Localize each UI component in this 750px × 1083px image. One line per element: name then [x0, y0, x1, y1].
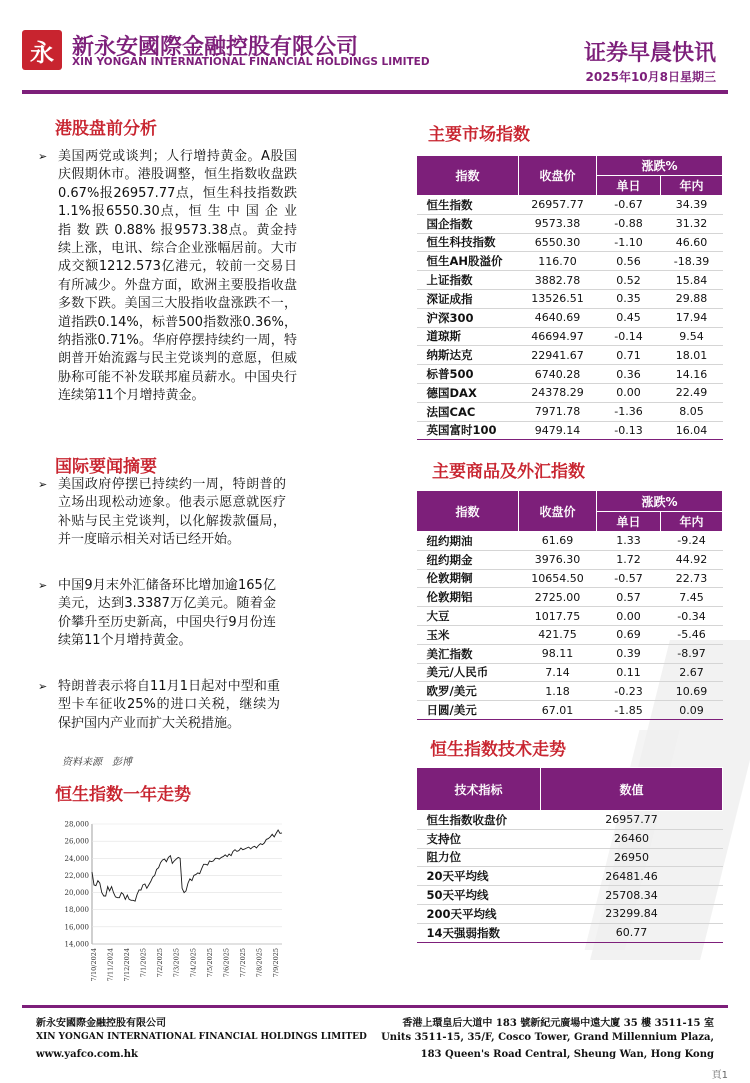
footer-address-cn: 香港上環皇后大道中 183 號新紀元廣場中遠大廈 35 樓 3511-15 室 — [402, 1018, 714, 1029]
row-label: 上证指数 — [417, 271, 519, 290]
intl-bullet-1: ➢ 美国政府停摆已持续约一周，特朗普的立场出现松动迹象。他表示愿意就医疗补贴与民主党谈判，以化解拨款僵局，并一度暗示相关对话已经开始。 — [38, 477, 286, 548]
cell-value: -0.14 — [597, 327, 661, 346]
markets-section-title: 主要市场指数 — [428, 125, 530, 145]
header-divider — [22, 90, 728, 94]
table-row — [417, 327, 723, 346]
row-label: 恒生AH股溢价 — [417, 252, 519, 271]
y-tick-label: 24,000 — [64, 854, 89, 863]
table-row — [417, 867, 723, 886]
cell-value: 34.39 — [661, 196, 723, 215]
row-label: 伦敦期铜 — [417, 569, 519, 588]
cell-value: 26481.46 — [541, 867, 723, 886]
table-row — [417, 644, 723, 663]
page-number: 頁1 — [711, 1070, 728, 1081]
cell-value: 25708.34 — [541, 886, 723, 905]
hk-section-title: 港股盘前分析 — [55, 119, 157, 139]
cell-value: 0.36 — [597, 365, 661, 384]
x-tick-label: 7/12/2024 — [123, 948, 132, 982]
cell-value: 4640.69 — [519, 308, 597, 327]
footer-address-en-2: 183 Queen's Road Central, Sheung Wan, Hong Kong — [420, 1049, 714, 1060]
row-label: 道琼斯 — [417, 327, 519, 346]
source-note: 资料来源 彭博 — [62, 757, 132, 768]
col-header-change: 涨跌% — [597, 156, 723, 176]
cell-value: 0.00 — [597, 383, 661, 402]
cell-value: 0.57 — [597, 588, 661, 607]
cell-value: 23299.84 — [541, 904, 723, 923]
table-row — [417, 625, 723, 644]
table-row — [417, 886, 723, 905]
row-label: 伦敦期铝 — [417, 588, 519, 607]
x-tick-label: 7/11/2024 — [106, 948, 115, 982]
cell-value: 0.71 — [597, 346, 661, 365]
commod-table — [416, 490, 723, 720]
row-label: 阻力位 — [417, 848, 541, 867]
cell-value: 116.70 — [519, 252, 597, 271]
footer-company-cn: 新永安國際金融控股有限公司 — [36, 1018, 166, 1029]
cell-value: 26950 — [541, 848, 723, 867]
cell-value: -1.36 — [597, 402, 661, 421]
cell-value: -0.88 — [597, 214, 661, 233]
report-date: 2025年10月8日星期三 — [585, 70, 716, 84]
cell-value: 1.33 — [597, 532, 661, 551]
row-label: 国企指数 — [417, 214, 519, 233]
cell-value: 7971.78 — [519, 402, 597, 421]
cell-value: -0.67 — [597, 196, 661, 215]
x-tick-label: 7/10/2024 — [90, 948, 98, 982]
cell-value: 10.69 — [661, 682, 723, 701]
cell-value: 26957.77 — [519, 196, 597, 215]
cell-value: 18.01 — [661, 346, 723, 365]
table-row — [417, 569, 723, 588]
tech-table — [416, 767, 723, 943]
cell-value: 22.49 — [661, 383, 723, 402]
table-row — [417, 289, 723, 308]
col-header-change: 涨跌% — [597, 491, 723, 512]
cell-value: 1.18 — [519, 682, 597, 701]
row-label: 深证成指 — [417, 289, 519, 308]
cell-value: 0.09 — [661, 701, 723, 720]
table-row — [417, 904, 723, 923]
table-row — [417, 383, 723, 402]
cell-value: 22.73 — [661, 569, 723, 588]
row-label: 德国DAX — [417, 383, 519, 402]
table-row — [417, 811, 723, 830]
cell-value: 98.11 — [519, 644, 597, 663]
x-tick-label: 7/5/2025 — [205, 948, 214, 978]
cell-value: 0.00 — [597, 607, 661, 626]
intl-bullet-2: ➢ 中国9月末外汇储备环比增加逾165亿美元，达到3.3387万亿美元。随着金价攀升至历史新高，中国央行9月份连续第11个月增持黄金。 — [38, 578, 276, 649]
row-label: 法国CAC — [417, 402, 519, 421]
intl-bullet-3: ➢ 特朗普表示将自11月1日起对中型和重型卡车征收25%的进口关税，继续为保护国内产业而扩大关税措施。 — [38, 679, 280, 731]
cell-value: 8.05 — [661, 402, 723, 421]
row-label: 200天平均线 — [417, 904, 541, 923]
table-row — [417, 252, 723, 271]
col-header-day: 单日 — [597, 176, 661, 196]
y-tick-label: 18,000 — [64, 906, 89, 915]
cell-value: 2.67 — [661, 663, 723, 682]
tech-section-title: 恒生指数技术走势 — [430, 740, 566, 760]
table-row — [417, 421, 723, 440]
cell-value: 3882.78 — [519, 271, 597, 290]
intl-section-title: 国际要闻摘要 — [55, 457, 157, 477]
company-logo-icon: 永 — [22, 30, 62, 70]
row-label: 玉米 — [417, 625, 519, 644]
cell-value: 60.77 — [541, 923, 723, 942]
row-label: 50天平均线 — [417, 886, 541, 905]
row-label: 恒生指数收盘价 — [417, 811, 541, 830]
cell-value: 0.11 — [597, 663, 661, 682]
row-label: 恒生科技指数 — [417, 233, 519, 252]
cell-value: 46.60 — [661, 233, 723, 252]
y-tick-label: 28,000 — [64, 820, 89, 829]
table-row — [417, 402, 723, 421]
cell-value: 24378.29 — [519, 383, 597, 402]
x-tick-label: 7/8/2025 — [255, 948, 264, 978]
footer-divider — [22, 1005, 728, 1008]
cell-value: 0.45 — [597, 308, 661, 327]
x-tick-label: 7/7/2025 — [238, 948, 247, 978]
cell-value: -0.34 — [661, 607, 723, 626]
row-label: 支持位 — [417, 829, 541, 848]
cell-value: 7.14 — [519, 663, 597, 682]
row-label: 纳斯达克 — [417, 346, 519, 365]
col-header-name: 指数 — [417, 156, 519, 196]
table-row — [417, 271, 723, 290]
cell-value: 26957.77 — [541, 811, 723, 830]
commod-section-title: 主要商品及外汇指数 — [432, 462, 585, 482]
table-row — [417, 550, 723, 569]
y-tick-label: 16,000 — [64, 923, 89, 932]
cell-value: -0.57 — [597, 569, 661, 588]
cell-value: 26460 — [541, 829, 723, 848]
table-row — [417, 588, 723, 607]
col-header-close: 收盘价 — [519, 491, 597, 532]
y-tick-label: 26,000 — [64, 837, 89, 846]
cell-value: -5.46 — [661, 625, 723, 644]
table-row — [417, 346, 723, 365]
col-header-day: 单日 — [597, 512, 661, 532]
table-row — [417, 607, 723, 626]
cell-value: -18.39 — [661, 252, 723, 271]
table-row — [417, 532, 723, 551]
table-row — [417, 196, 723, 215]
row-label: 美元/人民币 — [417, 663, 519, 682]
cell-value: 1017.75 — [519, 607, 597, 626]
table-row — [417, 682, 723, 701]
cell-value: 7.45 — [661, 588, 723, 607]
cell-value: 15.84 — [661, 271, 723, 290]
row-label: 大豆 — [417, 607, 519, 626]
y-tick-label: 14,000 — [64, 940, 89, 949]
cell-value: 0.39 — [597, 644, 661, 663]
col-header-close: 收盘价 — [519, 156, 597, 196]
cell-value: 29.88 — [661, 289, 723, 308]
cell-value: 3976.30 — [519, 550, 597, 569]
cell-value: -1.10 — [597, 233, 661, 252]
x-tick-label: 7/9/2025 — [272, 948, 280, 978]
hsi-chart-title: 恒生指数一年走势 — [55, 785, 191, 805]
cell-value: -0.23 — [597, 682, 661, 701]
table-row — [417, 365, 723, 384]
markets-table — [416, 155, 723, 440]
cell-value: 1.72 — [597, 550, 661, 569]
cell-value: 17.94 — [661, 308, 723, 327]
hsi-line-chart — [40, 810, 300, 1002]
cell-value: -0.13 — [597, 421, 661, 440]
table-row — [417, 701, 723, 720]
cell-value: 67.01 — [519, 701, 597, 720]
cell-value: 46694.97 — [519, 327, 597, 346]
cell-value: 9573.38 — [519, 214, 597, 233]
cell-value: -8.97 — [661, 644, 723, 663]
row-label: 14天强弱指数 — [417, 923, 541, 942]
table-row — [417, 308, 723, 327]
x-tick-label: 7/2/2025 — [156, 948, 165, 978]
table-row — [417, 829, 723, 848]
cell-value: 10654.50 — [519, 569, 597, 588]
footer-address-en-1: Units 3511-15, 35/F, Cosco Tower, Grand Millennium Plaza, — [381, 1032, 714, 1043]
col-header-ytd: 年内 — [661, 512, 723, 532]
row-label: 英国富时100 — [417, 421, 519, 440]
col-header-name: 指数 — [417, 491, 519, 532]
report-title: 证券早晨快讯 — [583, 41, 716, 66]
row-label: 纽约期油 — [417, 532, 519, 551]
company-name-cn: 新永安國際金融控股有限公司 — [72, 35, 359, 60]
cell-value: 44.92 — [661, 550, 723, 569]
x-tick-label: 7/1/2025 — [139, 948, 148, 978]
x-tick-label: 7/3/2025 — [172, 948, 181, 978]
company-name-en: XIN YONGAN INTERNATIONAL FINANCIAL HOLDINGS LIMITED — [72, 56, 430, 68]
col-header-indicator: 技术指标 — [417, 768, 541, 811]
table-row — [417, 923, 723, 942]
cell-value: 9.54 — [661, 327, 723, 346]
cell-value: 61.69 — [519, 532, 597, 551]
row-label: 沪深300 — [417, 308, 519, 327]
cell-value: -1.85 — [597, 701, 661, 720]
cell-value: 22941.67 — [519, 346, 597, 365]
cell-value: 16.04 — [661, 421, 723, 440]
x-tick-label: 7/4/2025 — [189, 948, 198, 978]
cell-value: 6740.28 — [519, 365, 597, 384]
footer-company-en: XIN YONGAN INTERNATIONAL FINANCIAL HOLDINGS LIMITED — [36, 1032, 367, 1042]
table-row — [417, 663, 723, 682]
row-label: 日圆/美元 — [417, 701, 519, 720]
cell-value: 6550.30 — [519, 233, 597, 252]
y-tick-label: 20,000 — [64, 889, 89, 898]
table-row — [417, 848, 723, 867]
hk-bullet: ➢ 美国两党或谈判；人行增持黄金。A股国庆假期休市。港股调整，恒生指数收盘跌0.67%报26957.77点，恒生科技指数跌1.1%报6550.30点，恒 生 中 国 企 业 指 数 跌 0.88% 报9573.38点。黄金持续上涨，电讯、综合企业涨幅居前。大市成交额1212.573亿港元，较前一交易日有所减少。外盘方面，欧洲主要股指收盘多数下跌。美国三大股指收盘涨跌不一，道指跌0.14%，标普500指数涨0.36%，纳指涨0.71%。华府停摆持续约一周，特朗普开始流露与民主党谈判的意愿，但威胁称可能不补发联邦雇员薪水。中国央行连续第11个月增持黄金。 — [38, 149, 297, 404]
cell-value: 31.32 — [661, 214, 723, 233]
cell-value: 0.69 — [597, 625, 661, 644]
hsi-series-line — [92, 830, 282, 901]
row-label: 20天平均线 — [417, 867, 541, 886]
row-label: 纽约期金 — [417, 550, 519, 569]
row-label: 欧罗/美元 — [417, 682, 519, 701]
cell-value: 0.56 — [597, 252, 661, 271]
cell-value: 0.52 — [597, 271, 661, 290]
cell-value: 2725.00 — [519, 588, 597, 607]
y-tick-label: 22,000 — [64, 871, 89, 880]
cell-value: 14.16 — [661, 365, 723, 384]
x-tick-label: 7/6/2025 — [222, 948, 231, 978]
cell-value: 0.35 — [597, 289, 661, 308]
col-header-value: 数值 — [541, 768, 723, 811]
footer-website-link[interactable]: www.yafco.com.hk — [36, 1049, 138, 1060]
col-header-ytd: 年内 — [661, 176, 723, 196]
cell-value: -9.24 — [661, 532, 723, 551]
cell-value: 9479.14 — [519, 421, 597, 440]
table-row — [417, 233, 723, 252]
row-label: 标普500 — [417, 365, 519, 384]
cell-value: 13526.51 — [519, 289, 597, 308]
row-label: 恒生指数 — [417, 196, 519, 215]
cell-value: 421.75 — [519, 625, 597, 644]
row-label: 美汇指数 — [417, 644, 519, 663]
table-row — [417, 214, 723, 233]
